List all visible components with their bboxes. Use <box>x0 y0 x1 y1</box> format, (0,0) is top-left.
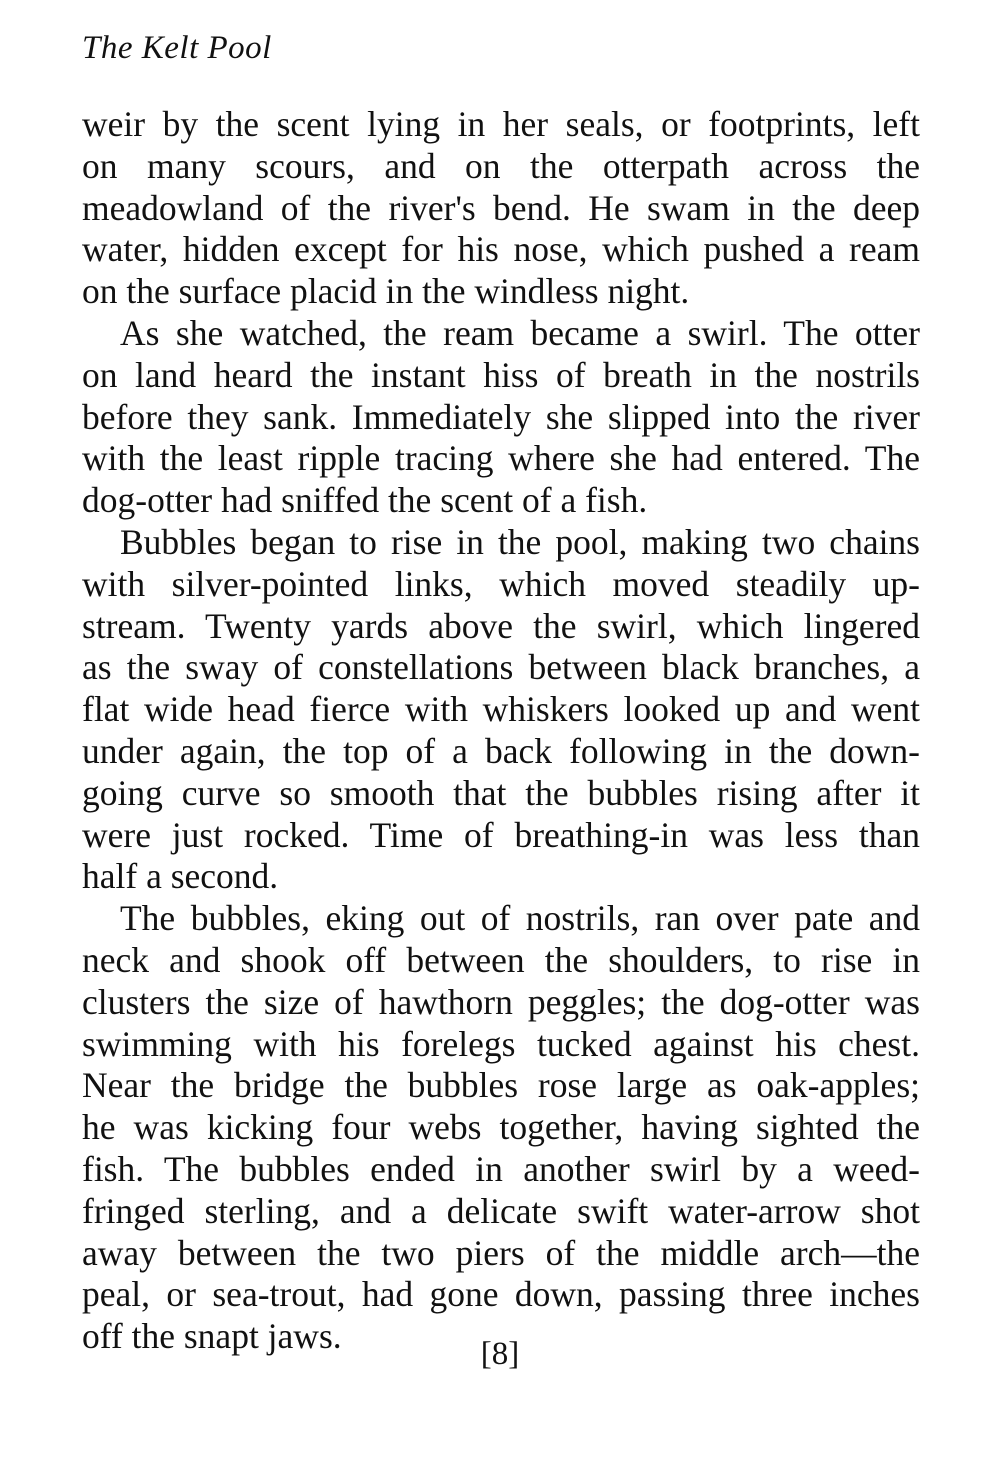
text-line: meadowland of the river's bend. He swam in the deep <box>82 187 920 228</box>
text-line: half a second. <box>82 856 279 897</box>
text-line: As she watched, the ream became a swirl. The otter <box>120 312 920 353</box>
text-line: off the snapt jaws. <box>82 1316 342 1357</box>
text-line: swimming with his forelegs tucked against his chest. <box>82 1023 920 1064</box>
paragraph-4 <box>82 898 920 1358</box>
text-line: as the sway of constellations between black branches, a <box>82 647 920 688</box>
body-text <box>82 104 920 1358</box>
text-line: with silver-pointed links, which moved steadily up- <box>82 563 920 604</box>
text-line: before they sank. Immediately she slipped into the river <box>82 396 920 437</box>
text-line: under again, the top of a back following in the down- <box>82 730 920 771</box>
text-line: weir by the scent lying in her seals, or footprints, left <box>82 104 920 144</box>
text-line: peal, or sea-trout, had gone down, passing three inches <box>82 1274 920 1315</box>
text-line: The bubbles, eking out of nostrils, ran over pate and <box>120 898 920 939</box>
running-head: The Kelt Pool <box>82 30 272 66</box>
text-line: going curve so smooth that the bubbles rising after it <box>82 772 920 813</box>
paragraph-1 <box>82 104 920 313</box>
text-line: away between the two piers of the middle arch—the <box>82 1232 920 1273</box>
text-line: water, hidden except for his nose, which pushed a ream <box>82 229 920 270</box>
text-line: dog-otter had sniffed the scent of a fish. <box>82 480 648 521</box>
text-line: were just rocked. Time of breathing-in was less than <box>82 814 920 855</box>
text-line: clusters the size of hawthorn peggles; the dog-otter was <box>82 981 920 1022</box>
text-line: neck and shook off between the shoulders, to rise in <box>82 939 920 980</box>
paragraph-2 <box>82 313 920 522</box>
text-line: on many scours, and on the otterpath across the <box>82 145 920 186</box>
text-line: flat wide head fierce with whiskers looked up and went <box>82 689 920 730</box>
text-line: he was kicking four webs together, having sighted the <box>82 1107 920 1148</box>
text-line: with the least ripple tracing where she had entered. The <box>82 438 920 479</box>
text-line: fish. The bubbles ended in another swirl by a weed- <box>82 1148 920 1189</box>
paragraph-3 <box>82 522 920 898</box>
text-line: Bubbles began to rise in the pool, making two chains <box>120 521 920 562</box>
text-line: on land heard the instant hiss of breath in the nostrils <box>82 354 920 395</box>
text-line: on the surface placid in the windless night. <box>82 271 690 312</box>
text-line: fringed sterling, and a delicate swift water-arrow shot <box>82 1190 920 1231</box>
text-line: stream. Twenty yards above the swirl, which lingered <box>82 605 920 646</box>
text-line: Near the bridge the bubbles rose large as oak-apples; <box>82 1065 920 1106</box>
page-number: [8] <box>480 1336 520 1372</box>
